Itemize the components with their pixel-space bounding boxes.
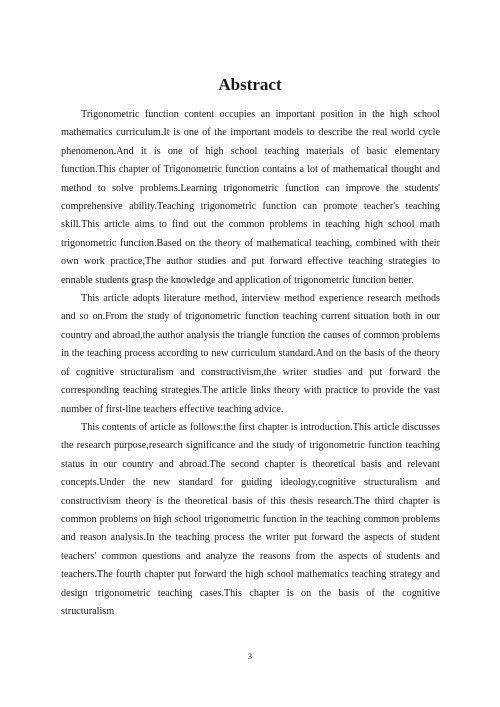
- abstract-body: [61, 106, 440, 621]
- abstract-paragraph-1: Trigonometric function content occupies an important position in the high school mathematics curriculum.It is one of the important models to describe the real world cycle phenomenon.And it is one of high school teaching materials of basic elementary function.This chapter of Trigonometric function contains a lot of mathematical thought and method to solve problems.Learning trigonometric function can improve the students' comprehensive ability.Teaching trigonometric function can promote teacher's teaching skill.This article aims to find out the common problems in teaching high school math trigonometric function.Based on the theory of mathematical teaching, combined with their own work practice,The author studies and put forward effective teaching strategies to ennable students grasp the knowledge and application of trigonometric function better.: [61, 109, 440, 286]
- abstract-paragraph-3: This contents of article as follows:the first chapter is introduction.This article discusses the research purpose,research significance and the study of trigonometric function teaching status in our country and abroad.The second chapter is theoretical basis and relevant concepts.Under the new standard for guiding ideology,cognitive structuralism and constructivism theory is the theoretical basis of this thesis research.The third chapter is common problems on high school trigonometric function in the teaching common problems and reason analysis.In the teaching process the writer put forward the aspects of student teachers' common questions and analyze the reasons from the aspects of students and teachers.The fourth chapter put forward the high school mathematics teaching strategy and design trigonometric teaching cases.This chapter is on the basis of the cognitive structuralism: [61, 421, 440, 617]
- abstract-paragraph-2: This article adopts literature method, interview method experience research methods and so on.From the study of trigonometric function teaching current situation both in our country and abroad,the author analysis the triangle function the causes of common problems in the teaching process according to new curriculum standard.And on the basis of the theory of cognitive structuralism and constructivism,the writer studies and put forward the corresponding teaching strategies.The article links theory with practice to provide the vast number of first-line teachers effective teaching advice.: [61, 293, 440, 415]
- page-number: 3: [248, 652, 252, 661]
- page-title: Abstract: [218, 75, 282, 94]
